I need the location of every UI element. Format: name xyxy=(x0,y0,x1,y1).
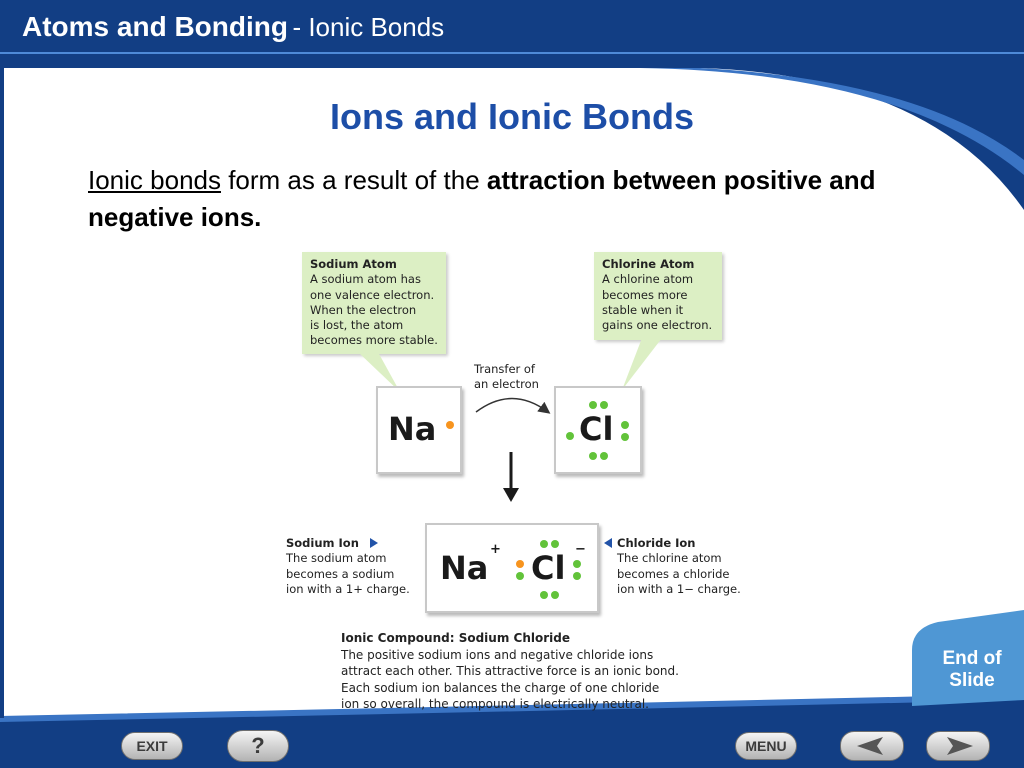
exit-button[interactable]: EXIT xyxy=(121,732,183,760)
sodium-atom-line: When the electron xyxy=(310,302,417,317)
chloride-ion-symbol: Cl xyxy=(531,549,566,587)
transferred-electron xyxy=(516,560,524,568)
sodium-ion-line: The sodium atom xyxy=(286,551,387,566)
chloride-ion-title: Chloride Ion xyxy=(617,536,696,550)
sodium-valence-electron xyxy=(446,421,454,429)
sodium-atom-title: Sodium Atom xyxy=(310,257,397,271)
end-of-slide-label[interactable] xyxy=(930,648,1014,692)
body-text-bold: attraction between positive and negative ions. xyxy=(88,165,876,232)
chlorine-electron xyxy=(589,452,597,460)
chlorine-atom-line: gains one electron. xyxy=(602,318,713,333)
chloride-ion-charge: − xyxy=(575,542,586,557)
chlorine-atom-line: stable when it xyxy=(602,302,684,317)
body-text-mid: form as a result of the xyxy=(220,165,487,195)
chlorine-electron xyxy=(566,432,574,440)
reaction-arrow-head xyxy=(503,488,519,502)
chloride-ion-pointer xyxy=(604,538,612,548)
right-arrow-icon xyxy=(927,732,989,760)
ionic-compound-line: The positive sodium ions and negative chloride ions xyxy=(341,647,654,662)
chloride-electron xyxy=(551,540,559,548)
sodium-atom-line: becomes more stable. xyxy=(310,333,438,348)
chloride-electron xyxy=(551,591,559,599)
ionic-compound-line: Each sodium ion balances the charge of one chloride xyxy=(341,680,660,695)
next-button[interactable] xyxy=(926,731,990,761)
sodium-atom-line: A sodium atom has xyxy=(310,272,421,287)
chloride-electron xyxy=(573,560,581,568)
sodium-ion-title: Sodium Ion xyxy=(286,536,359,550)
slide-heading: Ions and Ionic Bonds xyxy=(329,96,694,137)
chlorine-electron xyxy=(600,452,608,460)
sodium-atom-line: is lost, the atom xyxy=(310,318,404,333)
ionic-compound-caption xyxy=(341,630,711,713)
end-of-slide-line: Slide xyxy=(949,670,995,691)
left-arrow-icon xyxy=(841,732,903,760)
sodium-symbol: Na xyxy=(388,410,437,448)
ionic-compound-line: attract each other. This attractive force is an ionic bond. xyxy=(341,664,679,678)
chloride-electron xyxy=(540,591,548,599)
chlorine-electron xyxy=(621,421,629,429)
chlorine-symbol: Cl xyxy=(579,410,614,448)
transfer-label-line: Transfer of xyxy=(474,362,535,376)
previous-button[interactable] xyxy=(840,731,904,761)
chloride-ion-line: The chlorine atom xyxy=(617,551,722,566)
transfer-label xyxy=(474,362,554,393)
chlorine-atom-line: A chlorine atom xyxy=(602,272,694,287)
menu-button[interactable]: MENU xyxy=(735,732,797,760)
transfer-arrow xyxy=(476,399,548,413)
chloride-ion-line: ion with a 1− charge. xyxy=(617,581,741,596)
ionic-compound-title: Ionic Compound: Sodium Chloride xyxy=(341,631,570,645)
sodium-ion-line: ion with a 1+ charge. xyxy=(286,581,410,596)
end-of-slide-line: End of xyxy=(942,648,1002,669)
chlorine-callout-tail xyxy=(622,338,662,390)
sodium-ion-charge: + xyxy=(490,542,501,557)
chloride-electron xyxy=(516,572,524,580)
chloride-electron xyxy=(540,540,548,548)
sodium-atom-line: one valence electron. xyxy=(310,287,435,302)
chloride-ion-line: becomes a chloride xyxy=(617,566,730,581)
chloride-ion-label xyxy=(617,536,757,597)
chlorine-electron xyxy=(589,401,597,409)
ionic-bonds-link[interactable]: Ionic bonds xyxy=(88,165,221,195)
sodium-ion-label xyxy=(286,536,416,597)
chlorine-electron xyxy=(621,433,629,441)
chlorine-atom-title: Chlorine Atom xyxy=(602,257,695,271)
chapter-title: Atoms and Bonding xyxy=(22,11,288,42)
ionic-compound-line: ion so overall, the compound is electrically neutral. xyxy=(341,697,649,711)
chlorine-atom-line: becomes more xyxy=(602,287,688,302)
chlorine-electron xyxy=(600,401,608,409)
help-button[interactable]: ? xyxy=(227,730,289,762)
sodium-ion-symbol: Na xyxy=(440,549,489,587)
sodium-ion-line: becomes a sodium xyxy=(286,566,395,581)
chloride-electron xyxy=(573,572,581,580)
section-title: - Ionic Bonds xyxy=(292,12,445,42)
transfer-label-line: an electron xyxy=(474,377,539,392)
